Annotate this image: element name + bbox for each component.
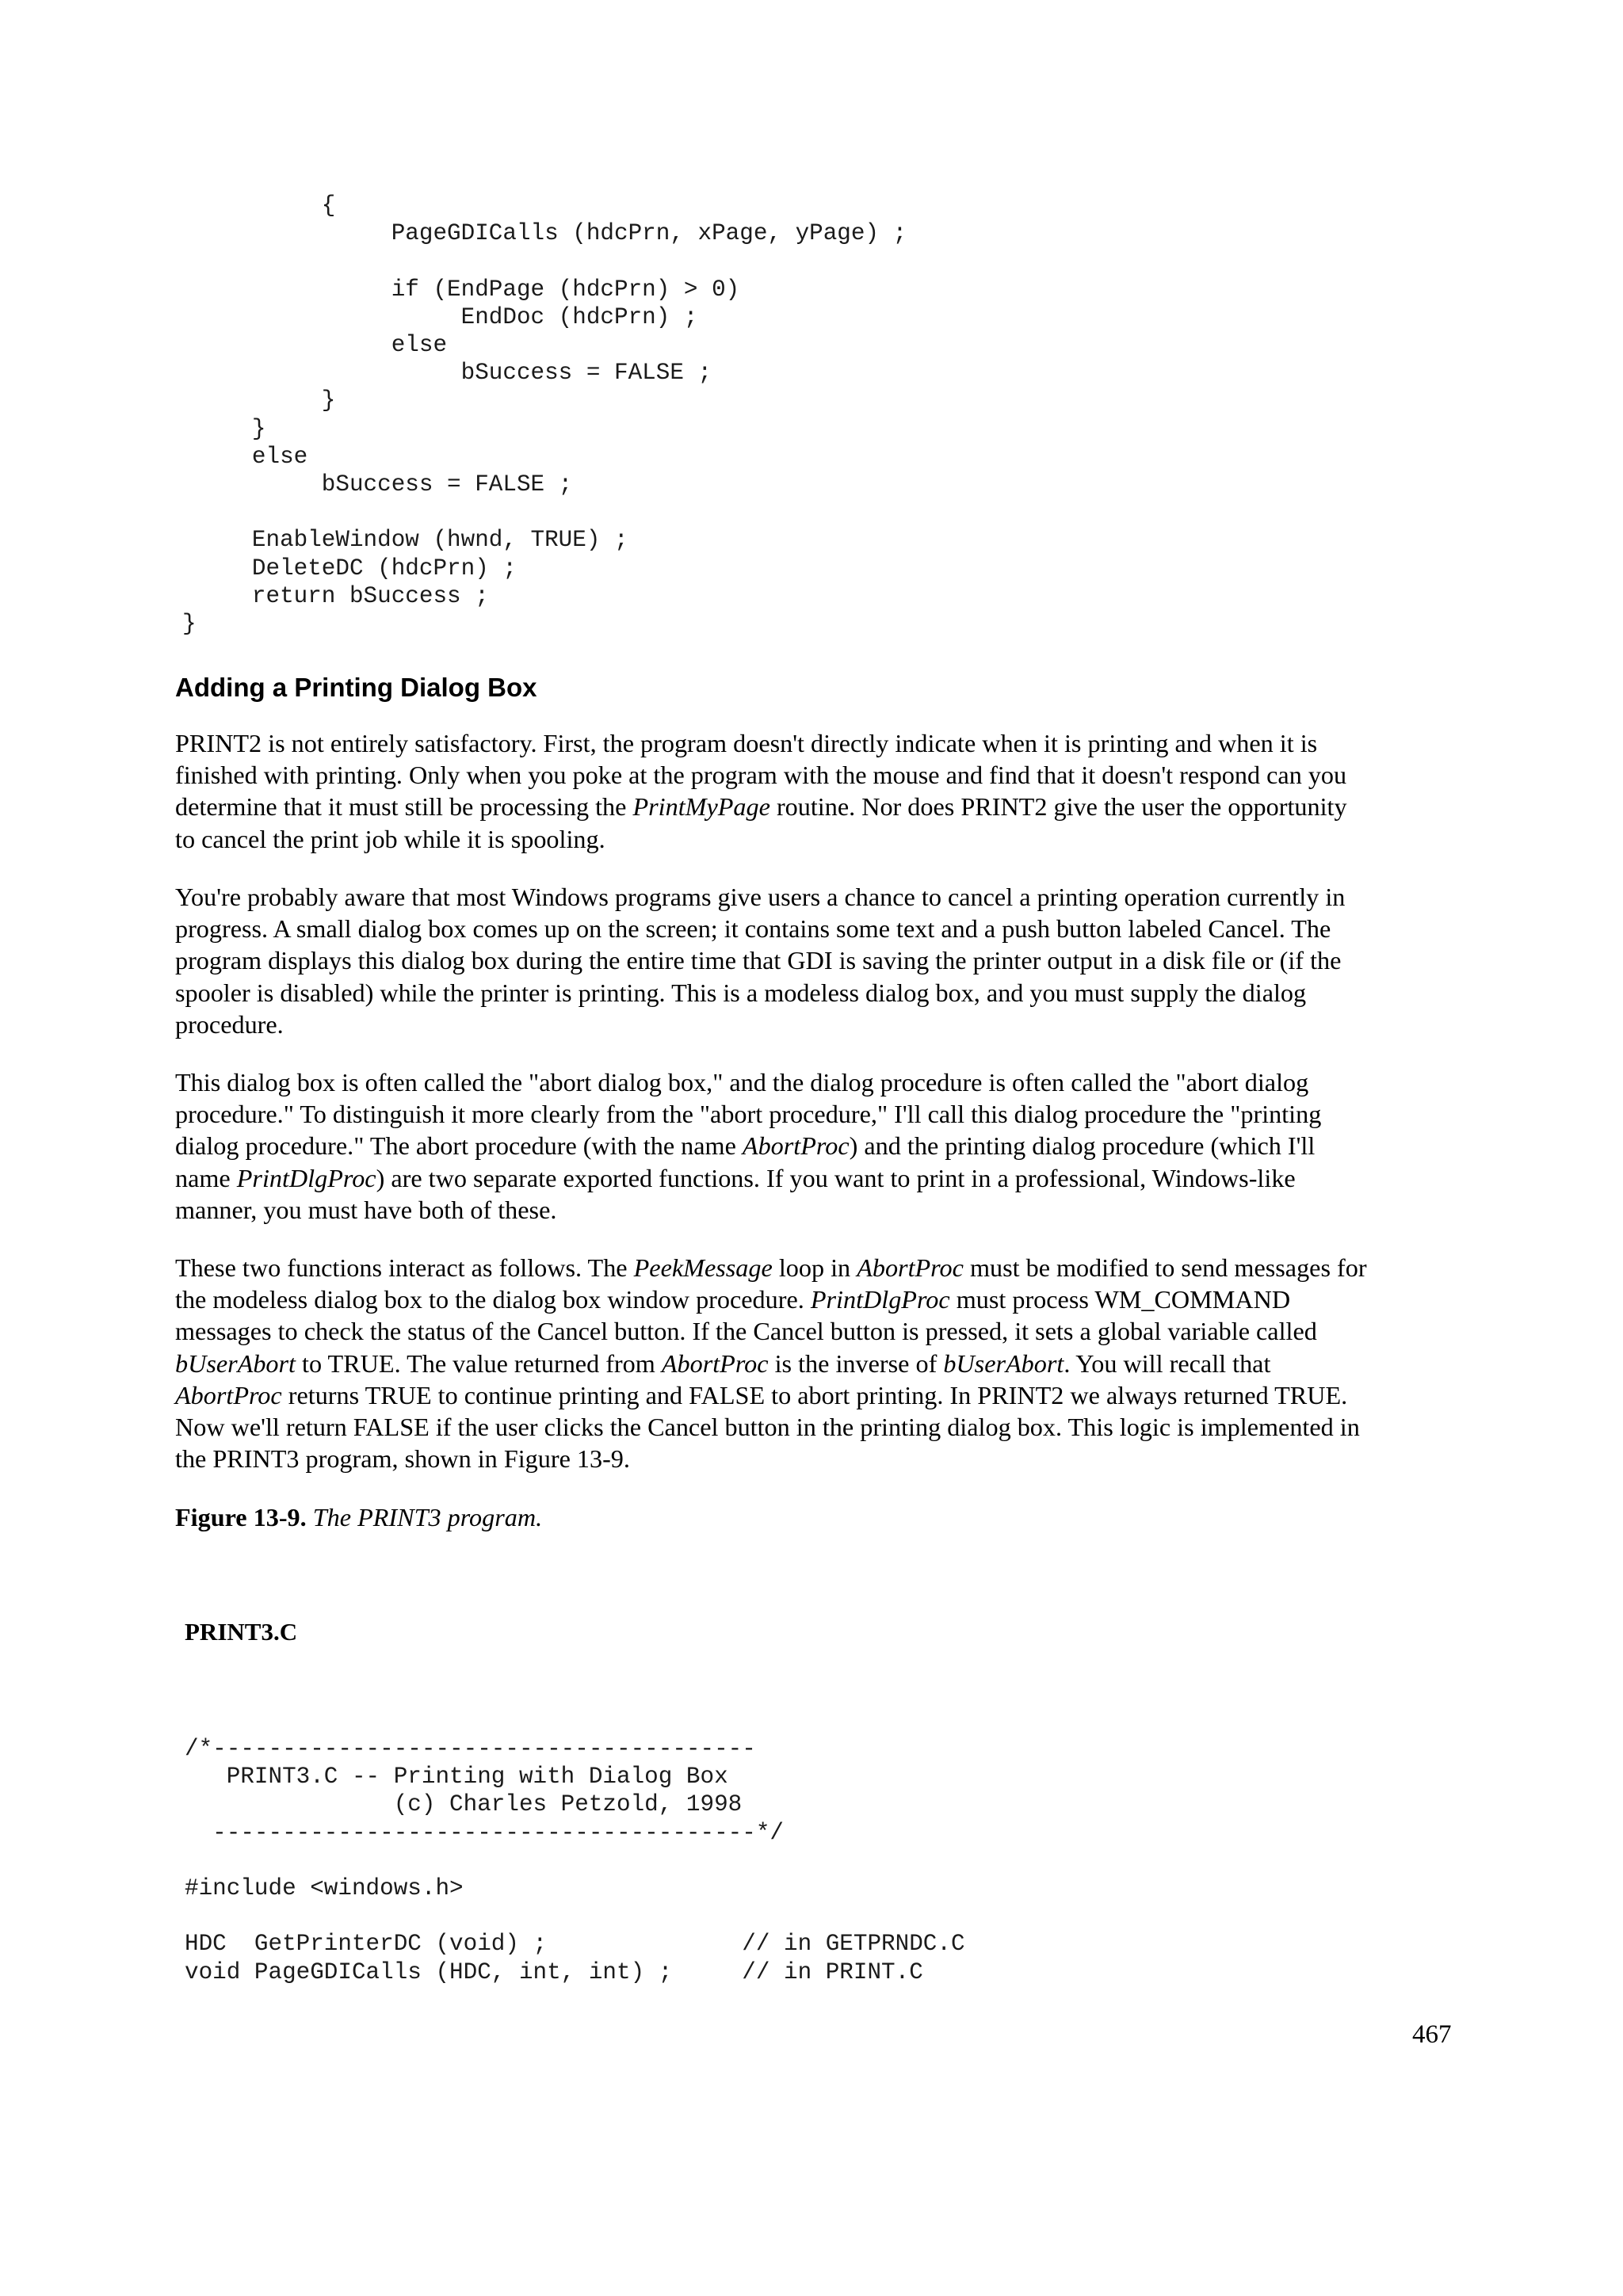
code-line: ---------------------------------------*/ [185,1819,784,1846]
identifier: AbortProc [857,1253,964,1282]
code-line: /*--------------------------------------- [185,1736,756,1762]
listing-title: PRINT3.C [185,1618,298,1646]
paragraph-4 [175,1252,1467,1474]
code-line: PageGDICalls (hdcPrn, xPage, yPage) ; [182,220,907,247]
text-line: name PrintDlgProc) are two separate exported functions. If you want to print in a professional, Windows-like [175,1163,1296,1192]
code-line: PRINT3.C -- Printing with Dialog Box [185,1764,728,1791]
text-line: PRINT2 is not entirely satisfactory. First, the program doesn't directly indicate when it is printing and when it is [175,729,1318,757]
code-line: return bSuccess ; [182,582,489,609]
code-line: (c) Charles Petzold, 1998 [185,1791,743,1818]
code-line: HDC GetPrinterDC (void) ; // in GETPRNDC.C [185,1931,965,1958]
identifier: PrintDlgProc [810,1285,950,1314]
code-line: } [182,611,197,638]
text-line: the modeless dialog box to the dialog box window procedure. PrintDlgProc must process WM_COMMAND [175,1285,1291,1314]
code-line: { [182,193,336,219]
text-line: AbortProc returns TRUE to continue printing and FALSE to abort printing. In PRINT2 we always returned TRUE. [175,1380,1348,1409]
paragraph-1 [175,727,1467,855]
code-line: EndDoc (hdcPrn) ; [182,303,698,330]
code-line: } [182,387,336,414]
text-line: messages to check the status of the Cancel button. If the Cancel button is pressed, it sets a global variable called [175,1317,1317,1346]
code-line: bSuccess = FALSE ; [182,360,712,387]
text-line: Now we'll return FALSE if the user clicks the Cancel button in the printing dialog box. This logic is implemented in [175,1413,1360,1442]
identifier: AbortProc [742,1131,850,1161]
figure-label: Figure 13-9. [175,1503,307,1531]
code-line: DeleteDC (hdcPrn) ; [182,555,517,582]
text-line: dialog procedure." The abort procedure (with the name AbortProc) and the printing dialog procedure (which I'll [175,1131,1316,1161]
paragraph-2 [175,881,1467,1040]
identifier: AbortProc [661,1348,769,1378]
text-line: the PRINT3 program, shown in Figure 13-9. [175,1444,630,1474]
text-line: bUserAbort to TRUE. The value returned from AbortProc is the inverse of bUserAbort. You will recall that [175,1348,1271,1378]
text-line: manner, you must have both of these. [175,1195,557,1224]
code-line: bSuccess = FALSE ; [182,471,573,498]
text-line: spooler is disabled) while the printer is printing. This is a modeless dialog box, and you must supply the dialog [175,978,1307,1007]
identifier: PeekMessage [633,1253,773,1282]
text-line: progress. A small dialog box comes up on the screen; it contains some text and a push button labeled Cancel. The [175,914,1331,944]
identifier: bUserAbort [943,1348,1064,1378]
code-line: void PageGDICalls (HDC, int, int) ; // in PRINT.C [185,1958,923,1985]
identifier: AbortProc [175,1380,282,1409]
text-line: You're probably aware that most Windows programs give users a chance to cancel a printing operation currently in [175,883,1346,911]
figure-caption [175,1501,1467,1533]
paragraph-3 [175,1066,1467,1226]
code-line: else [182,332,448,359]
identifier: bUserAbort [175,1348,296,1378]
text-line: This dialog box is often called the "abort dialog box," and the dialog procedure is often called the "abort dialog [175,1068,1309,1097]
section-heading: Adding a Printing Dialog Box [175,673,537,702]
code-line: #include <windows.h> [185,1875,464,1902]
identifier: PrintMyPage [632,792,770,822]
page-number: 467 [1412,2020,1452,2049]
text-line: These two functions interact as follows. The PeekMessage loop in AbortProc must be modified to send messages for [175,1253,1367,1282]
code-line: if (EndPage (hdcPrn) > 0) [182,276,740,303]
text-line: to cancel the print job while it is spooling. [175,824,605,853]
text-line: program displays this dialog box during the entire time that GDI is saving the printer output in a disk file or (if the [175,946,1342,975]
text-line: procedure. [175,1009,284,1039]
code-listing-print3 [185,1735,965,1986]
code-line: } [182,415,266,442]
code-line: EnableWindow (hwnd, TRUE) ; [182,527,628,554]
text-line: procedure." To distinguish it more clearly from the "abort procedure," I'll call this dialog procedure the "printing [175,1100,1322,1129]
text-line: determine that it must still be processing the PrintMyPage routine. Nor does PRINT2 give the user the opportunity [175,792,1347,822]
text-line: finished with printing. Only when you poke at the program with the mouse and find that it doesn't respond can you [175,761,1347,790]
code-line: else [182,443,308,470]
code-listing-continued [182,192,907,638]
figure-title: The PRINT3 program. [312,1503,543,1531]
identifier: PrintDlgProc [236,1163,376,1192]
